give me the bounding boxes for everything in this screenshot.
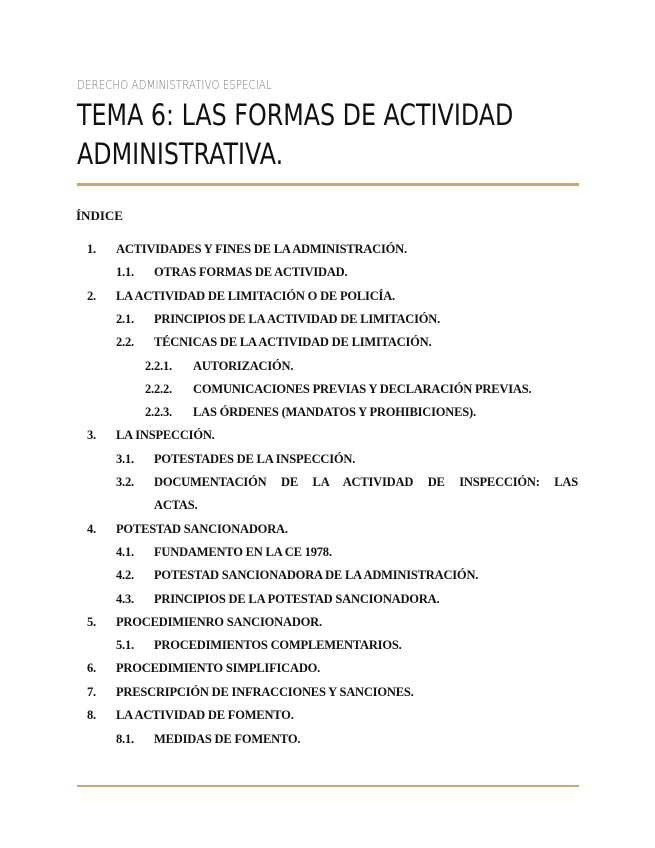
- toc-text: OTRAS FORMAS DE ACTIVIDAD.: [154, 265, 348, 279]
- toc-number: 4.2.: [116, 568, 134, 582]
- toc-number: 2.2.3.: [145, 405, 172, 419]
- toc-text: AUTORIZACIÓN.: [193, 359, 294, 373]
- toc-number: 2.2.1.: [145, 359, 172, 373]
- toc-text: FUNDAMENTO EN LA CE 1978.: [154, 545, 332, 559]
- toc-text: LA ACTIVIDAD DE FOMENTO.: [116, 708, 294, 722]
- toc-number: 3.2.: [116, 475, 134, 489]
- toc-text: LAS ÓRDENES (MANDATOS Y PROHIBICIONES).: [193, 405, 476, 419]
- toc-number: 2.1.: [116, 312, 134, 326]
- toc-number: 4.: [87, 522, 96, 536]
- toc-number: 8.1.: [116, 732, 134, 746]
- toc-text-continuation: ACTAS.: [154, 498, 198, 512]
- title-line-2: ADMINISTRATIVA.: [77, 137, 284, 171]
- toc-number: 5.1.: [116, 638, 134, 652]
- toc-number: 4.3.: [116, 592, 134, 606]
- page-title: [77, 96, 536, 174]
- toc-number: 1.: [87, 242, 96, 256]
- toc-text: LA ACTIVIDAD DE LIMITACIÓN O DE POLICÍA.: [116, 289, 395, 303]
- title-line-1: TEMA 6: LAS FORMAS DE ACTIVIDAD: [77, 98, 514, 132]
- toc-number: 1.1.: [116, 265, 134, 279]
- top-divider: [77, 183, 579, 186]
- toc-text: LA INSPECCIÓN.: [116, 428, 215, 442]
- toc-text: POTESTAD SANCIONADORA DE LA ADMINISTRACIÓN.: [154, 568, 479, 582]
- course-subject: DERECHO ADMINISTRATIVO ESPECIAL: [77, 78, 272, 92]
- toc-text: TÉCNICAS DE LA ACTIVIDAD DE LIMITACIÓN.: [154, 335, 432, 349]
- index-heading: ÍNDICE: [76, 208, 123, 223]
- toc-number: 8.: [87, 708, 96, 722]
- toc-text: PROCEDIMIENTO SIMPLIFICADO.: [116, 661, 321, 675]
- toc-text: POTESTAD SANCIONADORA.: [116, 522, 288, 536]
- toc-number: 6.: [87, 661, 96, 675]
- toc-text: PROCEDIMIENTOS COMPLEMENTARIOS.: [154, 638, 402, 652]
- toc-number: 3.1.: [116, 452, 134, 466]
- toc-number: 3.: [87, 428, 96, 442]
- toc-number: 7.: [87, 685, 96, 699]
- toc-text: DOCUMENTACIÓN DE LA ACTIVIDAD DE INSPECCIÓN: LAS: [154, 475, 578, 489]
- bottom-divider: [77, 785, 579, 787]
- toc-text: PRINCIPIOS DE LA POTESTAD SANCIONADORA.: [154, 592, 440, 606]
- toc-number: 2.2.2.: [145, 382, 172, 396]
- toc-text: MEDIDAS DE FOMENTO.: [154, 732, 301, 746]
- toc-number: 5.: [87, 615, 96, 629]
- toc-text: PRESCRIPCIÓN DE INFRACCIONES Y SANCIONES.: [116, 685, 414, 699]
- toc-text: COMUNICACIONES PREVIAS Y DECLARACIÓN PREVIAS.: [193, 382, 532, 396]
- toc-text: ACTIVIDADES Y FINES DE LA ADMINISTRACIÓN.: [116, 242, 407, 256]
- toc-number: 2.: [87, 289, 96, 303]
- toc-number: 4.1.: [116, 545, 134, 559]
- toc-text: PRINCIPIOS DE LA ACTIVIDAD DE LIMITACIÓN.: [154, 312, 441, 326]
- toc-text: PROCEDIMIENRO SANCIONADOR.: [116, 615, 322, 629]
- toc-text: POTESTADES DE LA INSPECCIÓN.: [154, 452, 356, 466]
- toc-number: 2.2.: [116, 335, 134, 349]
